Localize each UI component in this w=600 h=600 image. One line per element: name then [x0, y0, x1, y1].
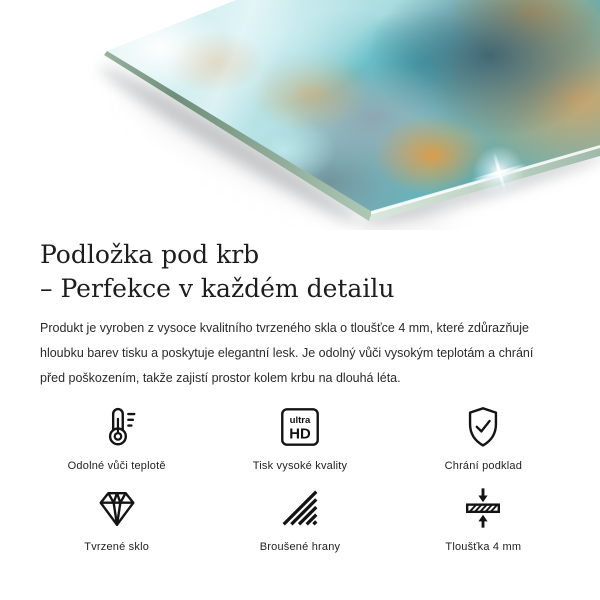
feature-label: Odolné vůči teplotě [67, 460, 166, 472]
feature-label: Chrání podklad [444, 460, 523, 472]
feature-print-quality [208, 404, 391, 472]
page-title [40, 238, 560, 306]
feature-protects-surface [392, 404, 575, 472]
features-grid [25, 404, 575, 553]
feature-tempered-glass [25, 485, 208, 553]
brushed-edges-icon [277, 485, 323, 531]
thickness-press-icon [460, 485, 506, 531]
product-photo [0, 0, 600, 230]
ultra-hd-text-bottom: HD [289, 426, 311, 443]
ultra-hd-icon [277, 404, 323, 450]
feature-heat-resistance [25, 404, 208, 472]
title-line-2: – Perfekce v každém detailu [40, 274, 395, 303]
product-description: Produkt je vyroben z vysoce kvalitního tvrzeného skla o tloušťce 4 mm, které zdůrazňuje hloubku barev tisku a poskytuje elegantní lesk. Je odolný vůči vysokým teplotám a chrání před poškozením, takže zajistí prostor kolem krbu na dlouhá léta. [40, 321, 534, 385]
feature-label: Tisk vysoké kvality [252, 460, 348, 472]
feature-thickness [392, 485, 575, 553]
title-line-1: Podložka pod krb [40, 240, 260, 269]
product-info-section [0, 230, 600, 553]
feature-label: Tvrzené sklo [84, 541, 150, 553]
ultra-hd-text-top: ultra [289, 415, 311, 427]
thermometer-icon [94, 404, 140, 450]
shield-check-icon [460, 404, 506, 450]
feature-label: Broušené hrany [259, 541, 341, 553]
feature-polished-edges [208, 485, 391, 553]
diamond-icon [94, 485, 140, 531]
feature-label: Tloušťka 4 mm [445, 541, 522, 553]
